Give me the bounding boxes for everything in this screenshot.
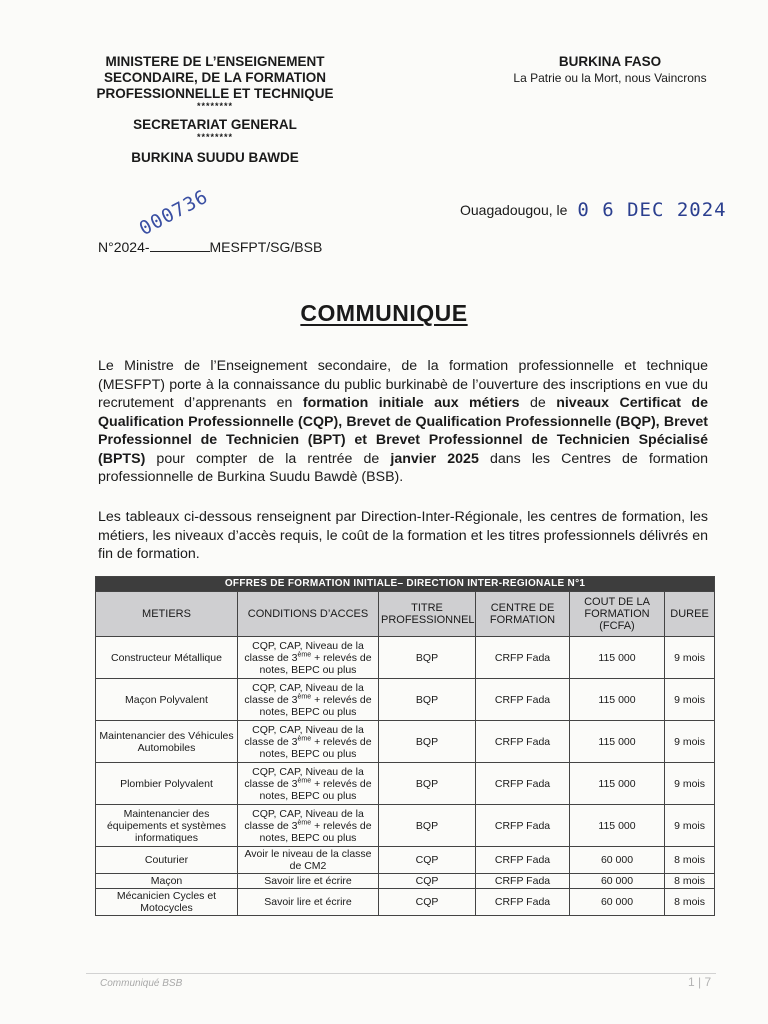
cell-conditions: CQP, CAP, Niveau de la classe de 3ème + relevés de notes, BEPC ou plus	[238, 805, 379, 847]
cell-metier: Maintenancier des équipements et systèmes informatiques	[96, 805, 238, 847]
separator-stars: ********	[196, 101, 234, 111]
header-metiers: METIERS	[96, 592, 238, 637]
date-stamp: 0 6 DEC 2024	[577, 199, 727, 221]
ministry-line-3: PROFESSIONNELLE ET TECHNIQUE	[96, 86, 334, 101]
date-line	[460, 198, 727, 220]
cell-centre: CRFP Fada	[476, 805, 570, 847]
table-row	[96, 679, 715, 721]
cell-cout: 115 000	[570, 637, 665, 679]
cell-centre: CRFP Fada	[476, 721, 570, 763]
cell-metier: Maintenancier des Véhicules Automobiles	[96, 721, 238, 763]
cell-cout: 115 000	[570, 763, 665, 805]
ministry-line-2: SECONDAIRE, DE LA FORMATION	[104, 70, 326, 85]
cell-cout: 60 000	[570, 874, 665, 889]
ministry-line-1: MINISTERE DE L’ENSEIGNEMENT	[105, 54, 325, 69]
cell-conditions: Savoir lire et écrire	[238, 874, 379, 889]
reference-number	[98, 239, 322, 255]
header-duree: DUREE	[665, 592, 715, 637]
national-motto: La Patrie ou la Mort, nous Vaincrons	[513, 71, 707, 85]
cell-titre: BQP	[379, 679, 476, 721]
header-centre: CENTRE DE FORMATION	[476, 592, 570, 637]
cell-duree: 8 mois	[665, 889, 715, 916]
cell-metier: Plombier Polyvalent	[96, 763, 238, 805]
table-banner: OFFRES DE FORMATION INITIALE– DIRECTION INTER-REGIONALE N°1	[96, 577, 715, 592]
table-row	[96, 847, 715, 874]
cell-titre: BQP	[379, 637, 476, 679]
cell-cout: 115 000	[570, 805, 665, 847]
country-header	[490, 54, 730, 85]
reference-blank	[150, 239, 210, 252]
table-row	[96, 889, 715, 916]
bold-run: janvier 2025	[390, 450, 479, 467]
cell-centre: CRFP Fada	[476, 889, 570, 916]
cell-titre: CQP	[379, 847, 476, 874]
cell-duree: 9 mois	[665, 679, 715, 721]
cell-conditions: Savoir lire et écrire	[238, 889, 379, 916]
separator-stars: ********	[196, 132, 234, 142]
cell-cout: 60 000	[570, 847, 665, 874]
table-header-row	[96, 592, 715, 637]
text-run: de	[519, 395, 557, 411]
table-row	[96, 721, 715, 763]
cell-titre: BQP	[379, 763, 476, 805]
cell-conditions: CQP, CAP, Niveau de la classe de 3ème + relevés de notes, BEPC ou plus	[238, 637, 379, 679]
cell-duree: 8 mois	[665, 847, 715, 874]
table-row	[96, 763, 715, 805]
cell-metier: Maçon Polyvalent	[96, 679, 238, 721]
number-stamp: 000736	[135, 185, 212, 240]
training-offers-table	[95, 576, 715, 916]
page-number: 1 | 7	[688, 975, 712, 989]
ministry-header	[60, 54, 370, 166]
header-conditions: CONDITIONS D’ACCES	[238, 592, 379, 637]
table-row	[96, 874, 715, 889]
cell-conditions: Avoir le niveau de la classe de CM2	[238, 847, 379, 874]
page-title	[0, 300, 768, 327]
cell-metier: Mécanicien Cycles et Motocycles	[96, 889, 238, 916]
cell-duree: 9 mois	[665, 637, 715, 679]
cell-centre: CRFP Fada	[476, 874, 570, 889]
cell-metier: Constructeur Métallique	[96, 637, 238, 679]
footer-label: Communiqué BSB	[100, 978, 183, 989]
cell-titre: CQP	[379, 889, 476, 916]
cell-centre: CRFP Fada	[476, 679, 570, 721]
cell-duree: 9 mois	[665, 763, 715, 805]
reference-suffix: MESFPT/SG/BSB	[209, 239, 323, 255]
header-titre: TITRE PROFESSIONNEL	[379, 592, 476, 637]
cell-conditions: CQP, CAP, Niveau de la classe de 3ème + relevés de notes, BEPC ou plus	[238, 763, 379, 805]
date-place: Ouagadougou, le	[460, 202, 568, 218]
bold-run: formation initiale aux métiers	[302, 395, 520, 411]
paragraph-tables-info: Les tableaux ci-dessous renseignent par Direction-Inter-Régionale, les centres de formation, les métiers, les niveaux d’accès requis, le coût de la formation et les titres professionnels délivrés en fin de formation.	[98, 509, 708, 562]
cell-centre: CRFP Fada	[476, 637, 570, 679]
table-banner-row	[96, 577, 715, 592]
cell-titre: BQP	[379, 721, 476, 763]
footer-divider	[86, 973, 716, 974]
cell-duree: 9 mois	[665, 721, 715, 763]
cell-conditions: CQP, CAP, Niveau de la classe de 3ème + relevés de notes, BEPC ou plus	[238, 721, 379, 763]
cell-centre: CRFP Fada	[476, 763, 570, 805]
header-cout: COUT DE LA FORMATION (FCFA)	[570, 592, 665, 637]
paragraph-intro	[98, 357, 708, 487]
text-run: pour compter de la rentrée de	[145, 450, 391, 467]
cell-centre: CRFP Fada	[476, 847, 570, 874]
burkina-suudu-bawde: BURKINA SUUDU BAWDE	[131, 150, 299, 165]
cell-cout: 60 000	[570, 889, 665, 916]
cell-titre: CQP	[379, 874, 476, 889]
cell-conditions: CQP, CAP, Niveau de la classe de 3ème + relevés de notes, BEPC ou plus	[238, 679, 379, 721]
table-row	[96, 805, 715, 847]
country-name: BURKINA FASO	[558, 54, 662, 69]
cell-duree: 9 mois	[665, 805, 715, 847]
cell-titre: BQP	[379, 805, 476, 847]
title-text: COMMUNIQUE	[300, 300, 468, 326]
reference-prefix: N°2024-	[98, 239, 150, 255]
table-row	[96, 637, 715, 679]
text-run: dans les Centres de formation professionnelle de Burkina Suudu Bawdè (BSB).	[98, 450, 708, 485]
bold-run: niveaux Certificat de Qualification Professionnelle (CQP), Brevet de Qualification Professionnelle (BQP), Brevet Professionnel de Technicien (BPT) et Brevet Professionnel de Technicien Spécialisé (BPTS)	[98, 395, 708, 467]
text-run: Le Ministre de l’Enseignement secondaire, de la formation professionnelle et technique (MESFPT) porte à la connaissance du public burkinabè de l’ouverture des inscriptions en vue du recrutement d’apprenants en	[98, 358, 708, 411]
cell-duree: 8 mois	[665, 874, 715, 889]
cell-metier: Couturier	[96, 847, 238, 874]
cell-metier: Maçon	[96, 874, 238, 889]
secretariat-general: SECRETARIAT GENERAL	[133, 117, 297, 132]
cell-cout: 115 000	[570, 679, 665, 721]
cell-cout: 115 000	[570, 721, 665, 763]
